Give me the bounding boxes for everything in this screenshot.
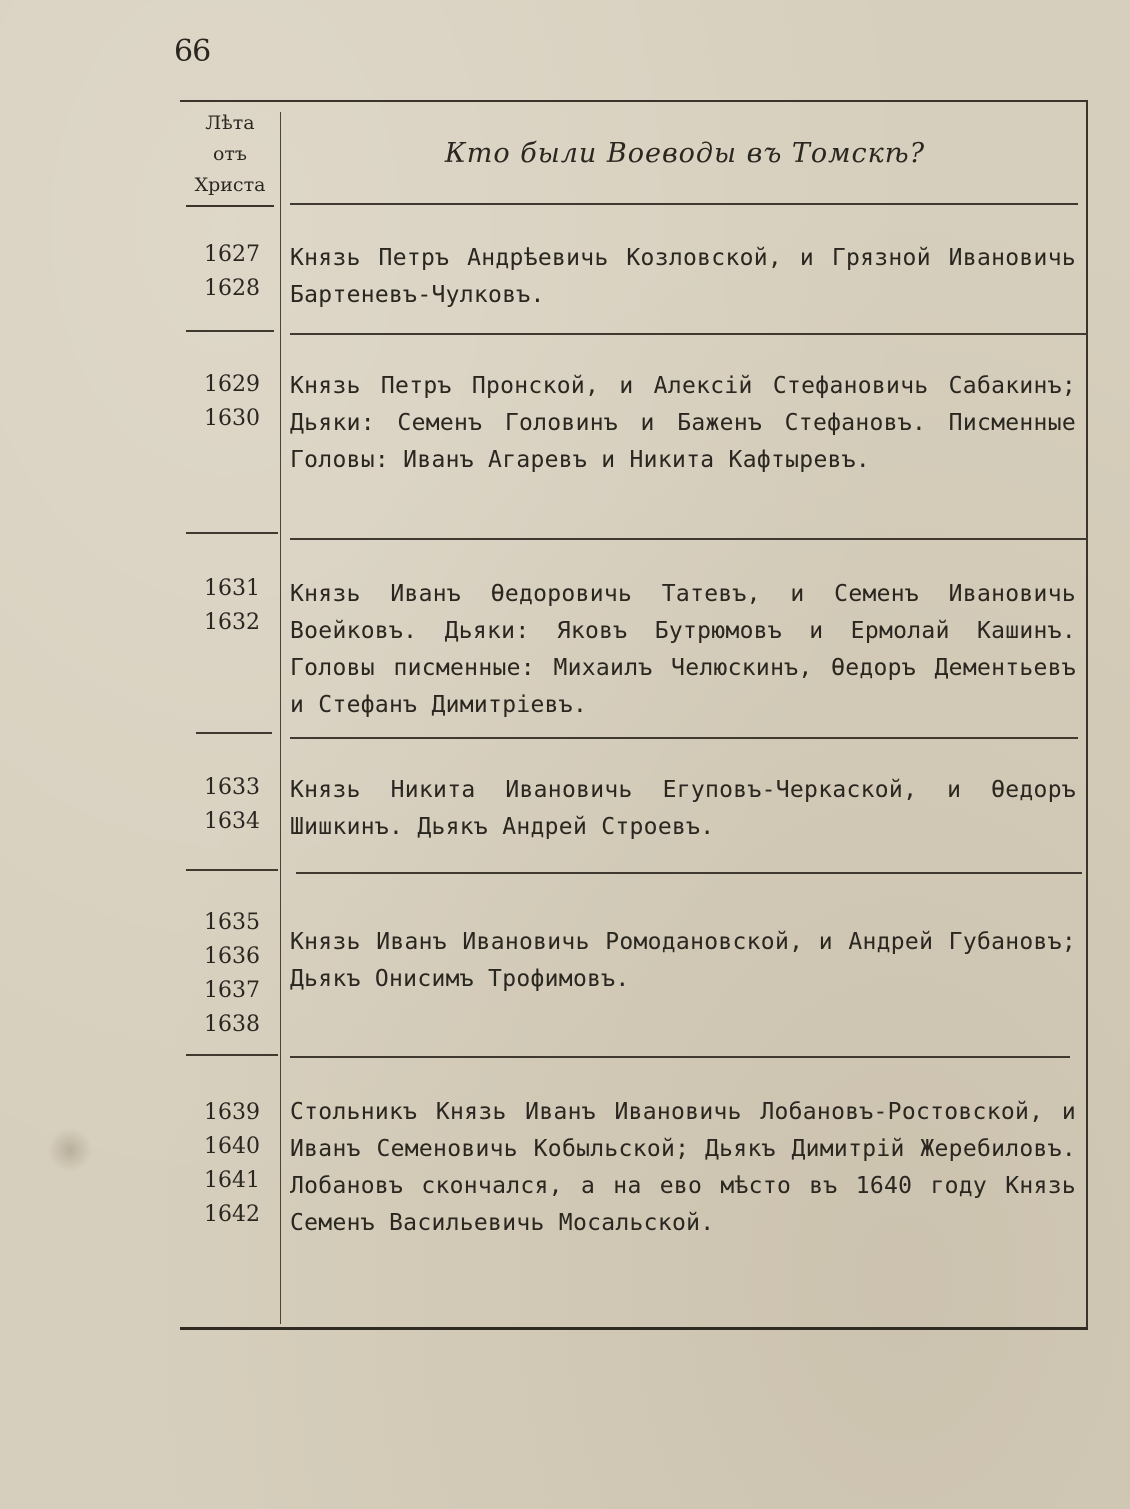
year: 1635	[204, 910, 260, 935]
entry-4-text: Князь Никита Ивановичь Егуповъ-Черкаской, и Ѳедоръ Шишкинъ. Дьякъ Андрей Строевъ.	[290, 777, 1076, 840]
year: 1640	[204, 1134, 260, 1159]
year: 1629	[204, 372, 260, 397]
year: 1637	[204, 978, 260, 1003]
entry-4-years	[190, 771, 274, 839]
row-divider	[290, 538, 1088, 540]
row-divider	[290, 1056, 1070, 1058]
row-divider	[290, 333, 1088, 335]
header-divider	[290, 203, 1078, 205]
entry-2-years	[190, 368, 274, 436]
row-divider-years	[186, 330, 274, 332]
entry-1-years	[190, 238, 274, 306]
year: 1634	[204, 809, 260, 834]
year: 1641	[204, 1168, 260, 1193]
row-divider-years	[186, 869, 278, 871]
entry-6-years	[190, 1096, 274, 1232]
entry-5-text: Князь Иванъ Ивановичь Ромодановской, и Андрей Губановъ; Дьякъ Онисимъ Трофимовъ.	[290, 929, 1076, 992]
year: 1636	[204, 944, 260, 969]
row-divider	[296, 872, 1082, 874]
page-number: 66	[174, 34, 211, 69]
year: 1627	[204, 242, 260, 267]
year: 1628	[204, 276, 260, 301]
year: 1633	[204, 775, 260, 800]
entry-3-years	[190, 572, 274, 640]
years-header-line-1: Лѣта	[205, 112, 255, 134]
years-header-rule	[186, 205, 274, 207]
table-title: Кто были Воеводы въ Томскѣ?	[444, 138, 926, 169]
entry-2-text: Князь Петръ Пронской, и Алексій Стефановичь Сабакинъ; Дьяки: Семенъ Головинъ и Баженъ Стефановъ. Писменные Головы: Иванъ Агаревъ и Никита Кафтыревъ.	[290, 373, 1076, 473]
entry-5-years	[190, 906, 274, 1042]
row-divider-years	[186, 532, 278, 534]
entry-3-text: Князь Иванъ Ѳедоровичь Татевъ, и Семенъ Ивановичь Воейковъ. Дьяки: Яковъ Бутрюмовъ и Ермолай Кашинъ. Головы писменные: Михаилъ Челюскинъ, Ѳедоръ Дементьевъ и Стефанъ Димитріевъ.	[290, 581, 1076, 718]
year: 1630	[204, 406, 260, 431]
entry-6-text: Стольникъ Князь Иванъ Ивановичь Лобановъ-Ростовской, и Иванъ Семеновичь Кобыльской; Дьякъ Димитрій Жеребиловъ. Лобановъ скончался, а на ево мѣсто въ 1640 году Князь Семенъ Васильевичь Мосальской.	[290, 1099, 1076, 1236]
years-column-divider	[280, 112, 281, 1324]
years-header-line-3: Христа	[194, 174, 266, 196]
row-divider-years	[186, 1054, 278, 1056]
year: 1638	[204, 1012, 260, 1037]
year: 1632	[204, 610, 260, 635]
years-column-header	[184, 108, 276, 207]
year: 1642	[204, 1202, 260, 1227]
row-divider-years	[196, 732, 272, 734]
entry-1-text: Князь Петръ Андрѣевичь Козловской, и Грязной Ивановичь Бартеневъ-Чулковъ.	[290, 245, 1076, 308]
row-divider	[290, 737, 1078, 739]
year: 1639	[204, 1100, 260, 1125]
year: 1631	[204, 576, 260, 601]
years-header-line-2: отъ	[212, 143, 248, 165]
